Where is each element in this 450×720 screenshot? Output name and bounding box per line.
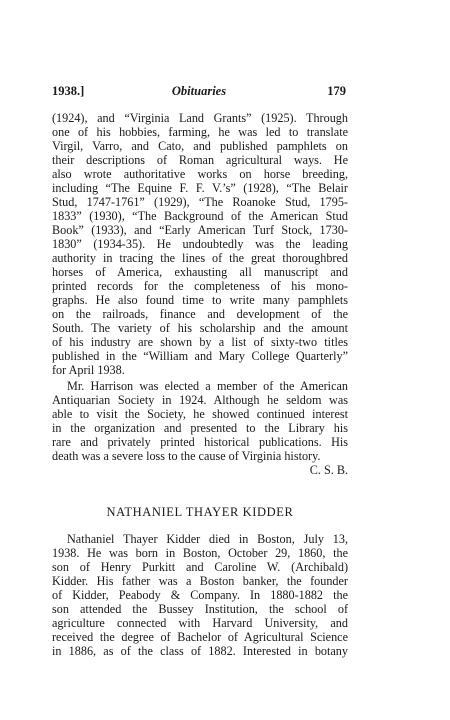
- paragraph-3-line: Nathaniel Thayer Kidder died in Boston, July 13,: [67, 532, 348, 546]
- paragraph-3-line: in 1886, as of the class of 1882. Interested in botany: [52, 644, 348, 658]
- paragraph-3-line: agriculture connected with Harvard University, and: [52, 616, 348, 630]
- paragraph-2-line: death was a severe loss to the cause of Virginia history.: [52, 449, 321, 463]
- paragraph-1-line: South. The variety of his scholarship and the amount: [52, 321, 348, 335]
- paragraph-2-line: Antiquarian Society in 1924. Although he seldom was: [52, 393, 348, 407]
- paragraph-1-line: horses of America, exhausting all manuscript and: [52, 265, 348, 279]
- running-head: [52, 84, 346, 102]
- paragraph-1-line: printed records for the completeness of his mono-: [52, 279, 348, 293]
- section-heading: NATHANIEL THAYER KIDDER: [106, 505, 294, 519]
- paragraph-2-line: Mr. Harrison was elected a member of the American: [67, 379, 348, 393]
- paragraph-3-line: Kidder. His father was a Boston banker, the founder: [52, 574, 348, 588]
- paragraph-2-line: rare and privately printed historical publications. His: [52, 435, 348, 449]
- paragraph-1-line: graphs. He also found time to write many pamphlets: [52, 293, 348, 307]
- paragraph-1-line: published in the “William and Mary College Quarterly”: [52, 349, 348, 363]
- page-number: 179: [327, 84, 346, 98]
- running-head-title: Obituaries: [171, 84, 227, 98]
- paragraph-1-line: for April 1938.: [52, 363, 125, 377]
- paragraph-1-line: Virgil, Varro, and Cato, and published pamphlets on: [52, 139, 348, 153]
- paragraph-1-line: of his industry are shown by a list of sixty-two titles: [52, 335, 348, 349]
- paragraph-1-line: their descriptions of Roman agricultural ways. He: [52, 153, 348, 167]
- author-initials: C. S. B.: [309, 463, 348, 477]
- paragraph-1-line: authority in tracing the lines of the great thoroughbred: [52, 251, 348, 265]
- paragraph-1-line: Book” (1933), and “Early American Turf Stock, 1730-: [52, 223, 348, 237]
- paragraph-3-line: son attended the Bussey Institution, the school of: [52, 602, 348, 616]
- paragraph-3-line: 1938. He was born in Boston, October 29, 1860, the: [52, 546, 348, 560]
- paragraph-1-line: also wrote authoritative works on horse breeding,: [52, 167, 348, 181]
- paragraph-3-line: son of Henry Purkitt and Caroline W. (Archibald): [52, 560, 348, 574]
- paragraph-1-line: (1924), and “Virginia Land Grants” (1925). Through: [52, 111, 348, 125]
- paragraph-2-line: in the organization and presented to the Library his: [52, 421, 348, 435]
- paragraph-3-line: received the degree of Bachelor of Agricultural Science: [52, 630, 348, 644]
- paragraph-1-line: including “The Equine F. F. V.’s” (1928), “The Belair: [52, 181, 348, 195]
- paragraph-1-line: Stud, 1747-1761” (1929), “The Roanoke Stud, 1795-: [52, 195, 348, 209]
- paragraph-3-line: of Kidder, Peabody & Company. In 1880-1882 the: [52, 588, 348, 602]
- paragraph-1-line: on the railroads, finance and development of the: [52, 307, 348, 321]
- paragraph-1-line: 1830” (1934-35). He undoubtedly was the leading: [52, 237, 348, 251]
- paragraph-2-line: able to visit the Society, he showed continued interest: [52, 407, 348, 421]
- paragraph-1-line: 1833” (1930), “The Background of the American Stud: [52, 209, 348, 223]
- paragraph-1-line: one of his hobbies, farming, he was led to translate: [52, 125, 348, 139]
- running-head-year: 1938.]: [52, 84, 85, 98]
